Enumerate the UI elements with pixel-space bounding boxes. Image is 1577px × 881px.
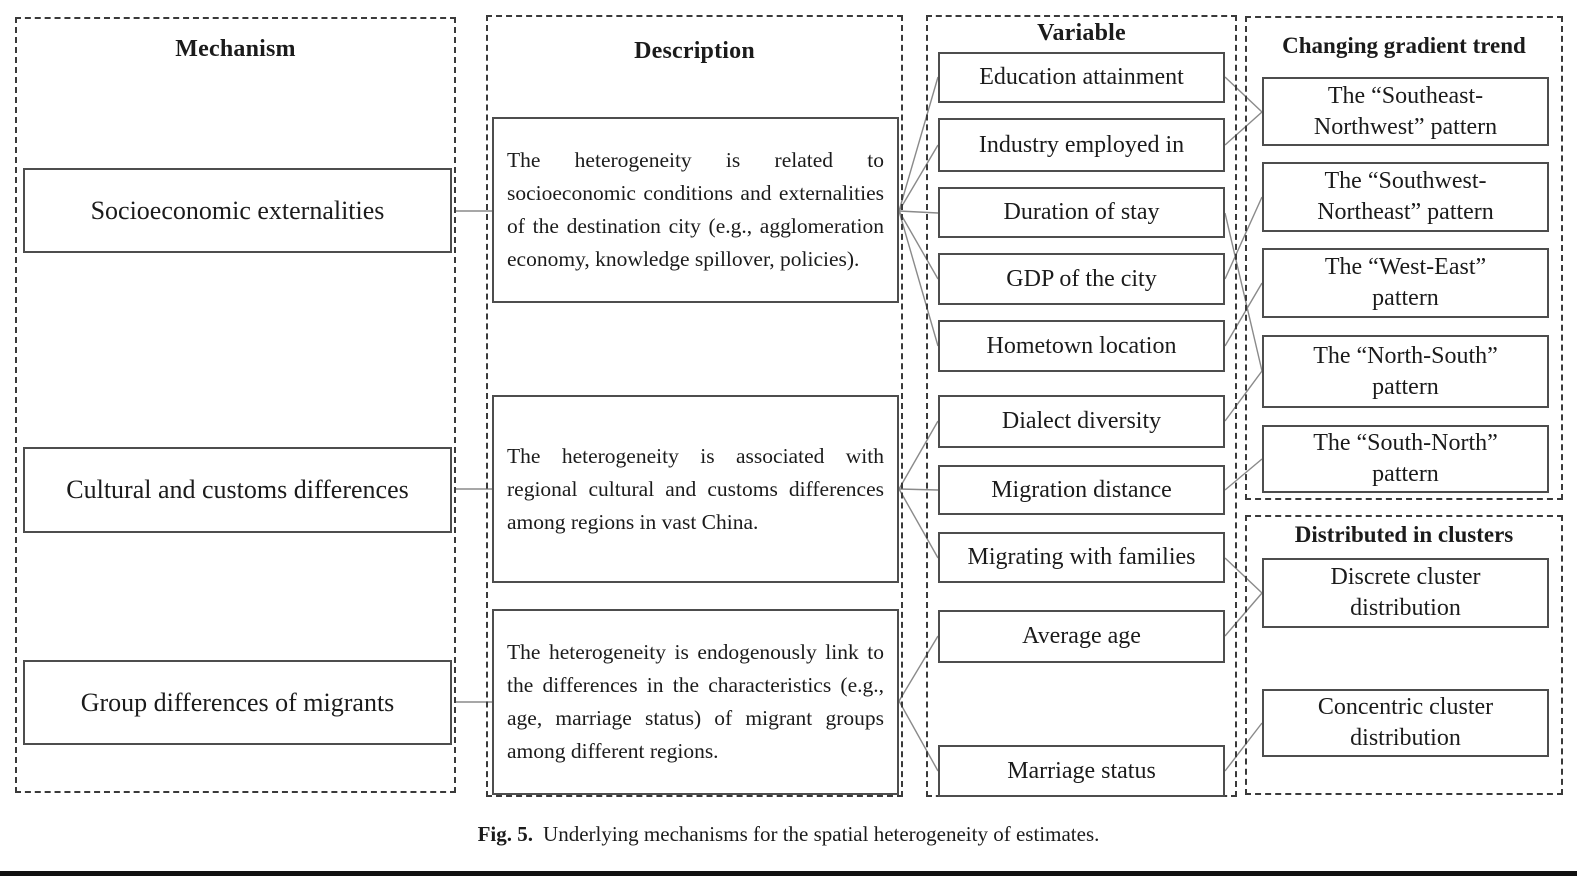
trend-box-west-east: The “West-East” pattern (1262, 248, 1549, 318)
variable-box-distance: Migration distance (938, 465, 1225, 515)
cluster-header: Distributed in clusters (1294, 522, 1514, 547)
variable-box-hometown: Hometown location (938, 320, 1225, 372)
variable-box-education: Education attainment (938, 52, 1225, 103)
description-box-3 (492, 609, 899, 795)
description-text-3: The heterogeneity is endogenously link to the differences in the characteristics (e.g., age, marriage status) of migrant groups among different regions. (507, 640, 884, 763)
description-text-2: The heterogeneity is associated with regional cultural and customs differences among regions in vast China. (507, 443, 884, 534)
description-box-2 (492, 395, 899, 583)
trend-box-southwest-northeast: The “Southwest-Northeast” pattern (1262, 162, 1549, 232)
variable-box-families: Migrating with families (938, 532, 1225, 583)
cluster-box-discrete: Discrete cluster distribution (1262, 558, 1549, 628)
mechanism-box-cultural: Cultural and customs differences (23, 447, 452, 533)
trend-box-north-south: The “North-South” pattern (1262, 335, 1549, 408)
mechanism-box-group: Group differences of migrants (23, 660, 452, 745)
variable-box-gdp: GDP of the city (938, 253, 1225, 305)
variable-box-age: Average age (938, 610, 1225, 663)
mechanism-header: Mechanism (175, 36, 296, 62)
page-rule (0, 871, 1577, 876)
cluster-box-concentric: Concentric cluster distribution (1262, 689, 1549, 757)
description-text-1: The heterogeneity is related to socioeconomic conditions and externalities of the destination city (e.g., agglomeration economy, knowledge spillover, policies). (507, 148, 884, 271)
description-header: Description (634, 38, 755, 64)
variable-box-marriage: Marriage status (938, 745, 1225, 797)
variable-box-industry: Industry employed in (938, 118, 1225, 172)
caption-label: Fig. 5. (477, 822, 534, 846)
trend-box-south-north: The “South-North” pattern (1262, 425, 1549, 493)
variable-box-duration: Duration of stay (938, 187, 1225, 238)
variable-header: Variable (1037, 20, 1126, 46)
caption-text: Underlying mechanisms for the spatial heterogeneity of estimates. (543, 822, 1100, 846)
trend-header: Changing gradient trend (1282, 33, 1526, 58)
description-box-1 (492, 117, 899, 303)
variable-box-dialect: Dialect diversity (938, 395, 1225, 448)
trend-box-southeast-northwest: The “Southeast-Northwest” pattern (1262, 77, 1549, 146)
mechanism-box-socioeconomic: Socioeconomic externalities (23, 168, 452, 253)
figure-caption (0, 822, 1577, 847)
